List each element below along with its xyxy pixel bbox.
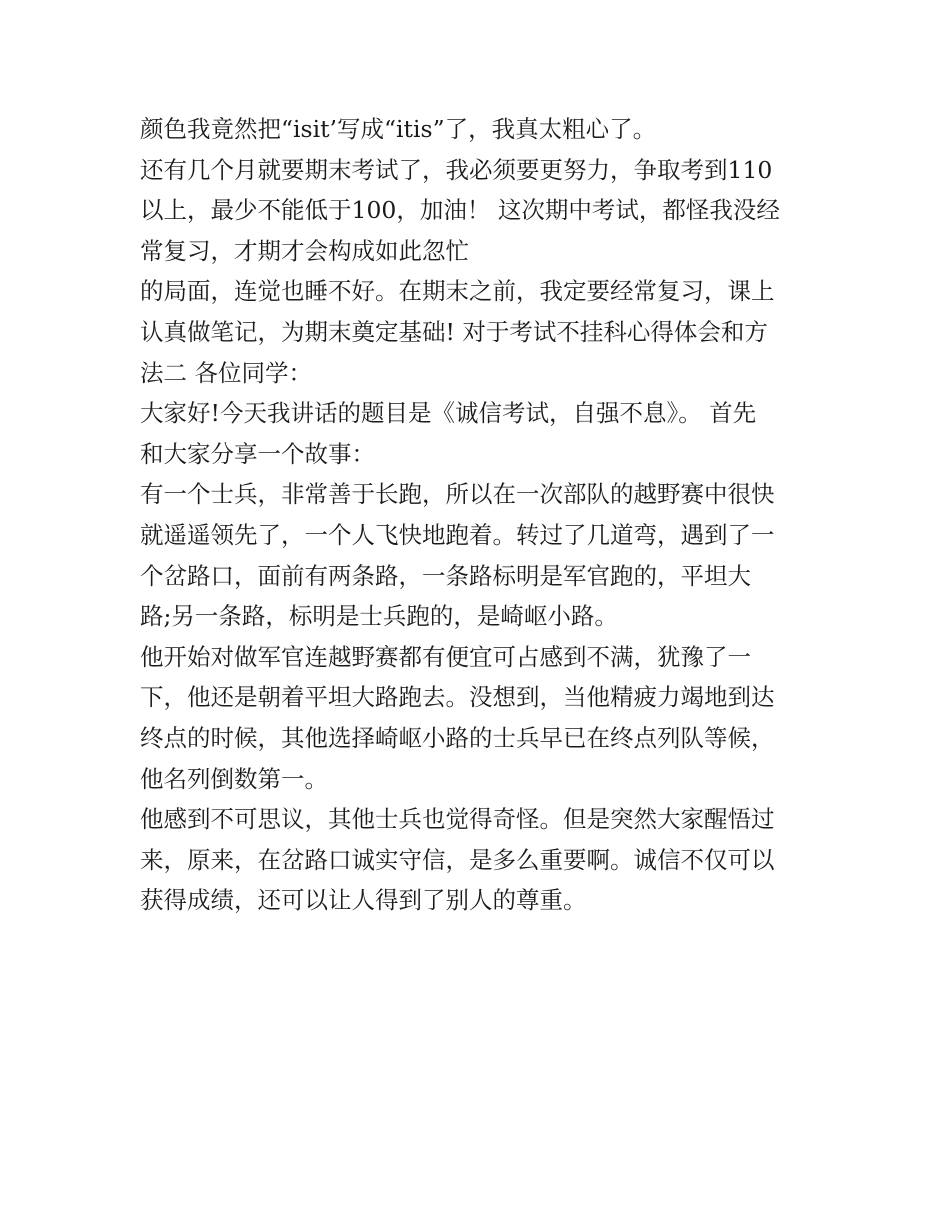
text-line: 他感到不可思议，其他士兵也觉得奇怪。但是突然大家醒悟过 [140, 805, 775, 834]
text-line: 还有几个月就要期末考试了，我必须要更努力，争取考到110 [140, 155, 773, 184]
text-line: 大家好!今天我讲话的题目是《诚信考试，自强不息》。 首先 [140, 399, 757, 428]
text-line: 以上，最少不能低于100，加油！ 这次期中考试，都怪我没经 [140, 196, 780, 225]
text-line: 下，他还是朝着平坦大路跑去。没想到，当他精疲力竭地到达 [140, 683, 775, 712]
text-line: 终点的时候，其他选择崎岖小路的士兵早已在终点列队等候， [140, 723, 775, 752]
text-line: 他开始对做军官连越野赛都有便宜可占感到不满，犹豫了一 [140, 642, 751, 671]
text-line: 法二 各位同学： [140, 358, 312, 387]
text-line: 常复习，才期才会构成如此忽忙 [140, 236, 469, 265]
text-line: 有一个士兵，非常善于长跑，所以在一次部队的越野赛中很快 [140, 480, 775, 509]
text-line: 获得成绩，还可以让人得到了别人的尊重。 [140, 886, 587, 915]
text-line: 他名列倒数第一。 [140, 764, 328, 793]
text-line: 颜色我竟然把“isit’写成“itis”了，我真太粗心了。 [140, 115, 657, 143]
text-line: 认真做笔记，为期末奠定基础! 对于考试不挂科心得体会和方 [140, 317, 768, 346]
text-line: 个岔路口，面前有两条路，一条路标明是军官跑的，平坦大 [140, 561, 751, 590]
text-line: 和大家分享一个故事： [140, 439, 375, 468]
text-line: 路;另一条路，标明是士兵跑的，是崎岖小路。 [140, 602, 618, 631]
text-line: 就遥遥领先了，一个人飞快地跑着。转过了几道弯，遇到了一 [140, 520, 775, 549]
document-body [140, 109, 820, 921]
text-line: 的局面，连觉也睡不好。在期末之前，我定要经常复习，课上 [140, 277, 775, 306]
text-line: 来，原来，在岔路口诚实守信，是多么重要啊。诚信不仅可以 [140, 845, 775, 874]
